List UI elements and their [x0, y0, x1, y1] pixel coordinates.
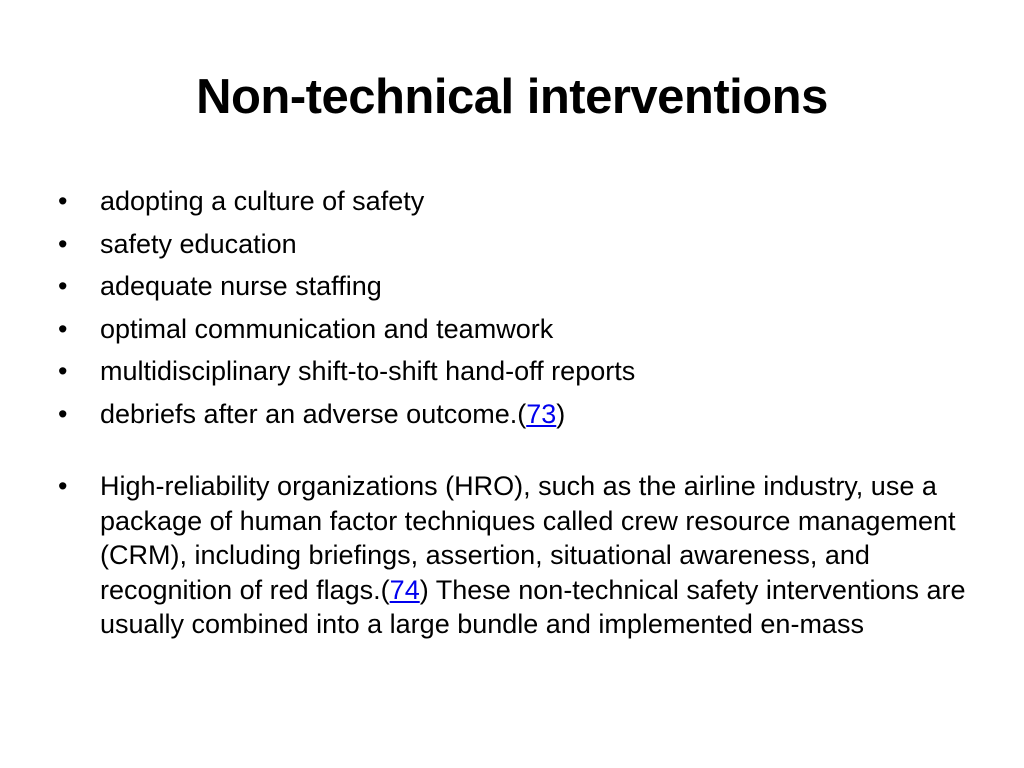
bullet-icon: • — [58, 471, 68, 501]
list-item — [58, 308, 968, 351]
citation-link-74[interactable]: 74 — [389, 574, 420, 605]
list-item — [58, 393, 968, 436]
list-item — [58, 180, 968, 223]
paragraph-text: High-reliability organizations (HRO), such as the airline industry, use a package of human factor techniques called crew resource management (CRM), including briefings, assertion, situational awareness, and recognition of red flags.( — [100, 471, 956, 605]
list-item — [58, 223, 968, 266]
citation-link-73[interactable]: 73 — [526, 398, 557, 429]
list-item-text: multidisciplinary shift-to-shift hand-off reports — [100, 356, 636, 386]
list-item-text: adopting a culture of safety — [100, 186, 425, 216]
bullet-icon: • — [58, 186, 68, 216]
list-item-text: optimal communication and teamwork — [100, 313, 554, 344]
slide-title: Non-technical interventions — [196, 70, 828, 124]
list-item — [58, 350, 968, 393]
bullet-icon: • — [58, 356, 68, 386]
bullet-icon: • — [58, 398, 68, 429]
paragraph-text-end: ) These non-technical safety interventions are usually combined into a large bundle and implemented en-mass — [100, 574, 966, 639]
list-item-text: safety education — [100, 228, 297, 259]
bullet-icon: • — [58, 313, 68, 344]
bullet-icon: • — [58, 271, 68, 301]
list-item-text-end: ) — [556, 398, 566, 429]
bullet-list — [58, 180, 968, 642]
list-item-text: debriefs after an adverse outcome.( — [100, 398, 527, 429]
list-item — [58, 265, 968, 308]
list-item-text: adequate nurse staffing — [100, 271, 382, 301]
bullet-icon: • — [58, 228, 68, 259]
paragraph-item — [58, 469, 968, 642]
